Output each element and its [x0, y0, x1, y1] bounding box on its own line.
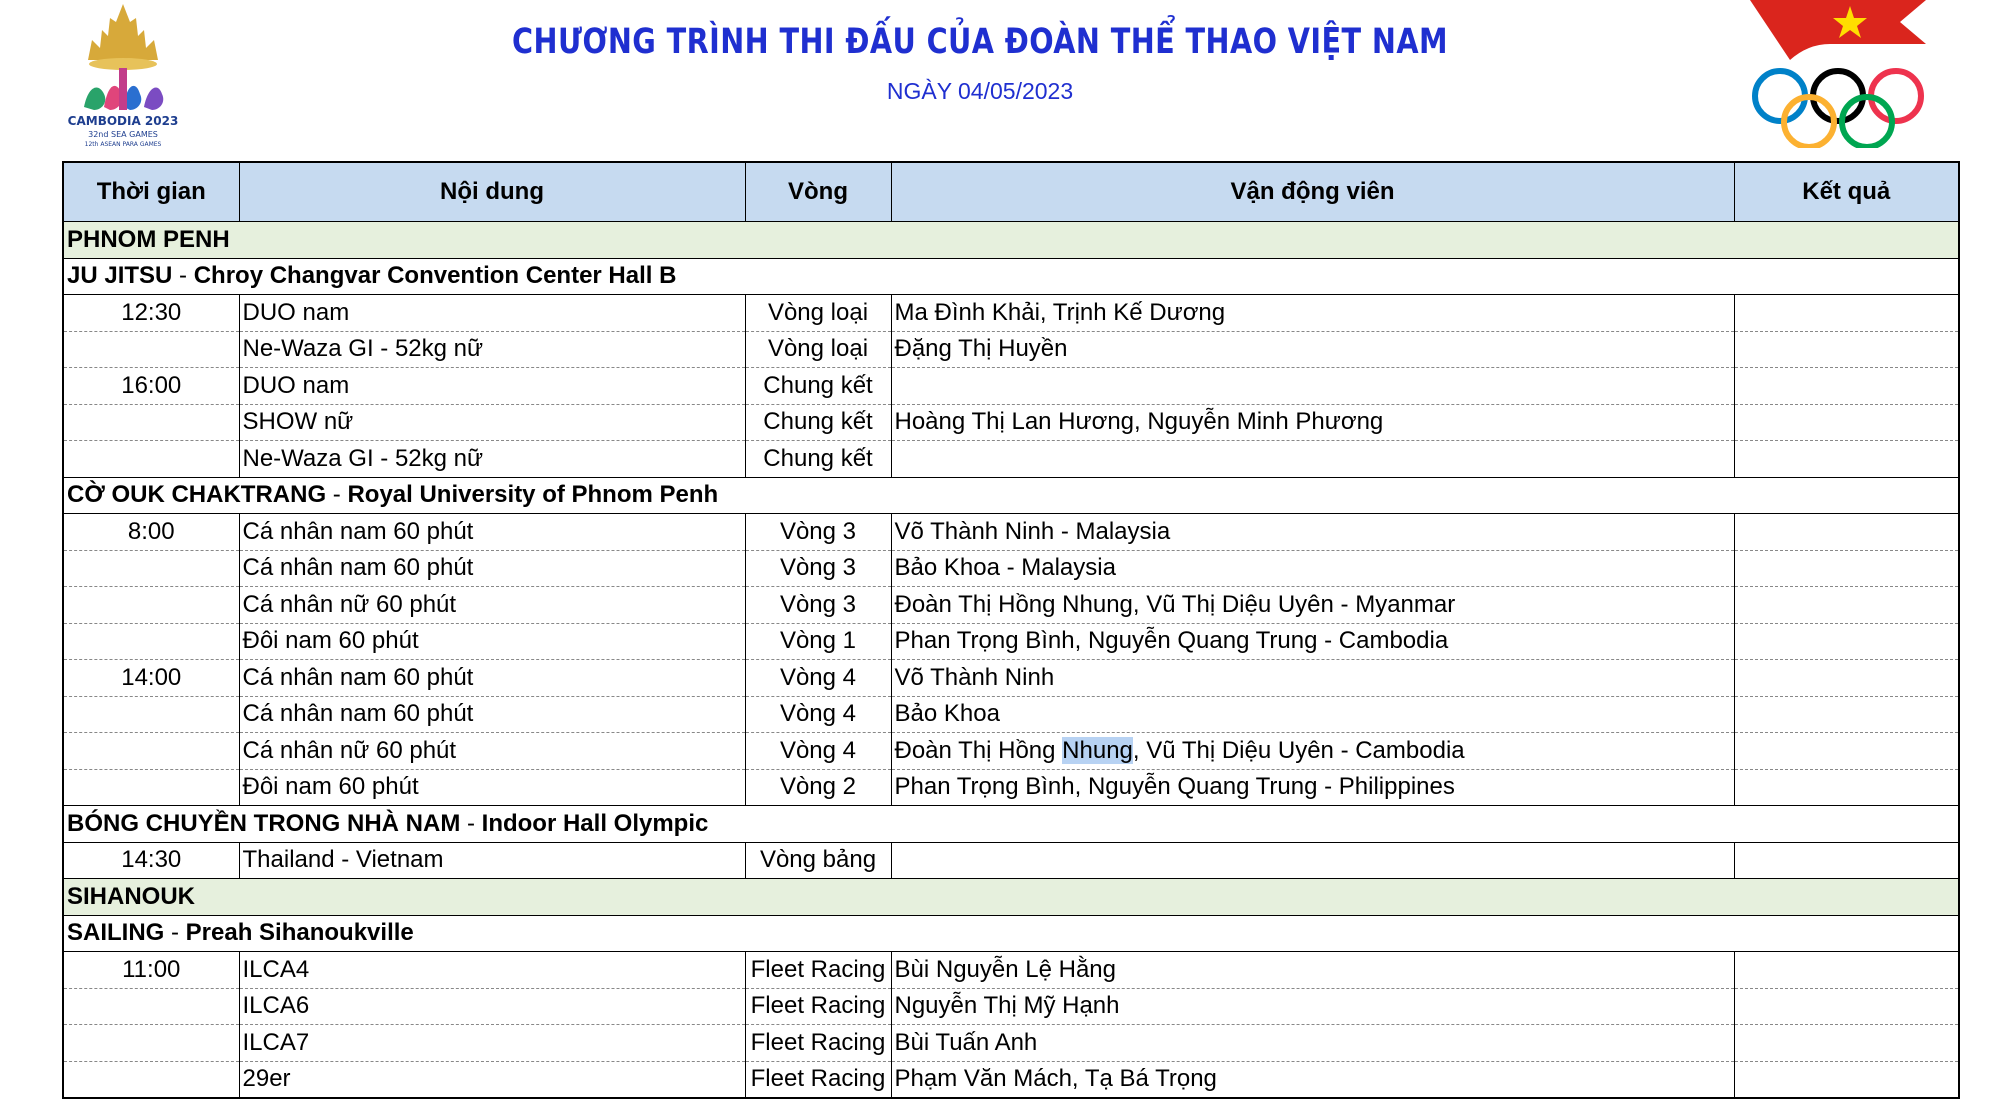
time-cell	[63, 550, 239, 587]
logo-text-para: 12th ASEAN PARA GAMES	[84, 141, 162, 148]
event-cell: ILCA7	[239, 1025, 745, 1062]
round-cell: Vòng 3	[745, 550, 891, 587]
time-cell: 11:00	[63, 952, 239, 989]
result-cell	[1734, 550, 1959, 587]
table-row	[63, 769, 1959, 806]
venue-name: Chroy Changvar Convention Center Hall B	[193, 262, 677, 290]
sport-venue-cell: JU JITSU - Chroy Changvar Convention Center Hall B	[63, 258, 1959, 295]
event-cell: ILCA4	[239, 952, 745, 989]
time-cell	[63, 331, 239, 368]
athletes-cell	[891, 733, 1734, 770]
venue-name: Royal University of Phnom Penh	[347, 481, 719, 509]
event-cell: Cá nhân nam 60 phút	[239, 550, 745, 587]
round-cell: Vòng 1	[745, 623, 891, 660]
event-cell: Cá nhân nữ 60 phút	[239, 733, 745, 770]
sport-venue-cell: SAILING - Preah Sihanoukville	[63, 915, 1959, 952]
round-cell: Vòng loại	[745, 295, 891, 332]
table-header-row	[63, 162, 1959, 222]
event-cell: DUO nam	[239, 295, 745, 332]
athletes-cell: Bùi Nguyễn Lệ Hằng	[891, 952, 1734, 989]
table-row	[63, 550, 1959, 587]
result-cell	[1734, 1025, 1959, 1062]
time-cell: 8:00	[63, 514, 239, 551]
table-row	[63, 988, 1959, 1025]
round-cell: Fleet Racing	[745, 988, 891, 1025]
event-cell: Cá nhân nam 60 phút	[239, 660, 745, 697]
table-row	[63, 623, 1959, 660]
athletes-cell: Võ Thành Ninh	[891, 660, 1734, 697]
event-cell: SHOW nữ	[239, 404, 745, 441]
event-cell: ILCA6	[239, 988, 745, 1025]
page-title: CHƯƠNG TRÌNH THI ĐẤU CỦA ĐOÀN THỂ THAO VIỆT NAM	[512, 22, 1448, 62]
round-cell: Vòng bảng	[745, 842, 891, 879]
round-cell: Fleet Racing	[745, 1061, 891, 1098]
athletes-text-pre: Đoàn Thị Hồng	[894, 736, 1063, 764]
athletes-cell: Phan Trọng Bình, Nguyễn Quang Trung - Philippines	[891, 769, 1734, 806]
sea-games-logo	[64, 2, 182, 150]
result-cell	[1734, 660, 1959, 697]
result-cell	[1734, 404, 1959, 441]
table-row	[63, 587, 1959, 624]
table-row	[63, 368, 1959, 405]
athletes-cell: Bảo Khoa - Malaysia	[891, 550, 1734, 587]
round-cell: Chung kết	[745, 441, 891, 478]
round-cell: Vòng loại	[745, 331, 891, 368]
athletes-cell: Bảo Khoa	[891, 696, 1734, 733]
event-cell: 29er	[239, 1061, 745, 1098]
venue-name: Indoor Hall Olympic	[481, 809, 709, 837]
table-row	[63, 952, 1959, 989]
sport-venue-row	[63, 806, 1959, 843]
time-cell	[63, 441, 239, 478]
result-cell	[1734, 587, 1959, 624]
result-cell	[1734, 733, 1959, 770]
athletes-cell: Phan Trọng Bình, Nguyễn Quang Trung - Cambodia	[891, 623, 1734, 660]
event-cell: Cá nhân nữ 60 phút	[239, 587, 745, 624]
round-cell: Vòng 3	[745, 514, 891, 551]
event-cell: Đôi nam 60 phút	[239, 769, 745, 806]
sport-venue-cell: CỜ OUK CHAKTRANG - Royal University of Phnom Penh	[63, 477, 1959, 514]
event-cell: Ne-Waza GI - 52kg nữ	[239, 331, 745, 368]
region-row	[63, 879, 1959, 916]
athletes-cell: Hoàng Thị Lan Hương, Nguyễn Minh Phương	[891, 404, 1734, 441]
col-header-round: Vòng	[745, 162, 891, 222]
time-cell: 16:00	[63, 368, 239, 405]
athletes-text-post: , Vũ Thị Diệu Uyên - Cambodia	[1132, 736, 1465, 764]
sport-venue-cell: BÓNG CHUYỀN TRONG NHÀ NAM - Indoor Hall Olympic	[63, 806, 1959, 843]
event-cell: Ne-Waza GI - 52kg nữ	[239, 441, 745, 478]
event-cell: Cá nhân nam 60 phút	[239, 514, 745, 551]
sport-venue-row	[63, 258, 1959, 295]
time-cell: 14:00	[63, 660, 239, 697]
athletes-cell: Đoàn Thị Hồng Nhung, Vũ Thị Diệu Uyên - Myanmar	[891, 587, 1734, 624]
round-cell: Vòng 4	[745, 660, 891, 697]
athletes-cell: Phạm Văn Mách, Tạ Bá Trọng	[891, 1061, 1734, 1098]
page-date: NGÀY 04/05/2023	[886, 78, 1074, 104]
event-cell: Cá nhân nam 60 phút	[239, 696, 745, 733]
round-cell: Fleet Racing	[745, 952, 891, 989]
time-cell	[63, 1025, 239, 1062]
table-row	[63, 295, 1959, 332]
athletes-cell: Nguyễn Thị Mỹ Hạnh	[891, 988, 1734, 1025]
time-cell	[63, 733, 239, 770]
athletes-cell: Ma Đình Khải, Trịnh Kế Dương	[891, 295, 1734, 332]
event-cell: Thailand - Vietnam	[239, 842, 745, 879]
table-row	[63, 1061, 1959, 1098]
region-label: PHNOM PENH	[63, 222, 1959, 259]
result-cell	[1734, 1061, 1959, 1098]
region-label: SIHANOUK	[63, 879, 1959, 916]
result-cell	[1734, 952, 1959, 989]
round-cell: Vòng 2	[745, 769, 891, 806]
sport-venue-row	[63, 477, 1959, 514]
result-cell	[1734, 696, 1959, 733]
result-cell	[1734, 295, 1959, 332]
round-cell: Chung kết	[745, 368, 891, 405]
athletes-cell: Đặng Thị Huyền	[891, 331, 1734, 368]
athletes-cell	[891, 441, 1734, 478]
time-cell: 12:30	[63, 295, 239, 332]
col-header-time: Thời gian	[63, 162, 239, 222]
table-row	[63, 660, 1959, 697]
athletes-cell: Võ Thành Ninh - Malaysia	[891, 514, 1734, 551]
col-header-athletes: Vận động viên	[891, 162, 1734, 222]
table-row	[63, 1025, 1959, 1062]
result-cell	[1734, 441, 1959, 478]
time-cell	[63, 769, 239, 806]
sport-venue-row	[63, 915, 1959, 952]
result-cell	[1734, 769, 1959, 806]
result-cell	[1734, 988, 1959, 1025]
table-row	[63, 842, 1959, 879]
sport-name: SAILING	[67, 919, 165, 947]
time-cell	[63, 587, 239, 624]
table-row	[63, 514, 1959, 551]
sport-name: JU JITSU	[67, 262, 173, 290]
result-cell	[1734, 368, 1959, 405]
event-cell: DUO nam	[239, 368, 745, 405]
round-cell: Vòng 4	[745, 696, 891, 733]
time-cell: 14:30	[63, 842, 239, 879]
region-row	[63, 222, 1959, 259]
round-cell: Fleet Racing	[745, 1025, 891, 1062]
event-cell: Đôi nam 60 phút	[239, 623, 745, 660]
result-cell	[1734, 514, 1959, 551]
table-row	[63, 733, 1959, 770]
round-cell: Vòng 3	[745, 587, 891, 624]
result-cell	[1734, 331, 1959, 368]
table-row	[63, 331, 1959, 368]
athletes-cell: Bùi Tuấn Anh	[891, 1025, 1734, 1062]
time-cell	[63, 623, 239, 660]
result-cell	[1734, 842, 1959, 879]
text-selection-highlight: Nhung	[1062, 736, 1133, 764]
table-row	[63, 441, 1959, 478]
time-cell	[63, 988, 239, 1025]
round-cell: Vòng 4	[745, 733, 891, 770]
time-cell	[63, 1061, 239, 1098]
result-cell	[1734, 623, 1959, 660]
time-cell	[63, 696, 239, 733]
athletes-cell	[891, 368, 1734, 405]
col-header-result: Kết quả	[1734, 162, 1959, 222]
table-row	[63, 696, 1959, 733]
col-header-event: Nội dung	[239, 162, 745, 222]
sport-name: BÓNG CHUYỀN TRONG NHÀ NAM	[67, 809, 461, 837]
venue-name: Preah Sihanoukville	[185, 919, 414, 947]
round-cell: Chung kết	[745, 404, 891, 441]
logo-text-seagames: 32nd SEA GAMES	[88, 130, 158, 139]
table-row	[63, 404, 1959, 441]
athletes-cell	[891, 842, 1734, 879]
time-cell	[63, 404, 239, 441]
logo-text-cambodia: CAMBODIA 2023	[67, 114, 179, 128]
sport-name: CỜ OUK CHAKTRANG	[67, 481, 327, 509]
schedule-table	[62, 161, 1960, 1099]
